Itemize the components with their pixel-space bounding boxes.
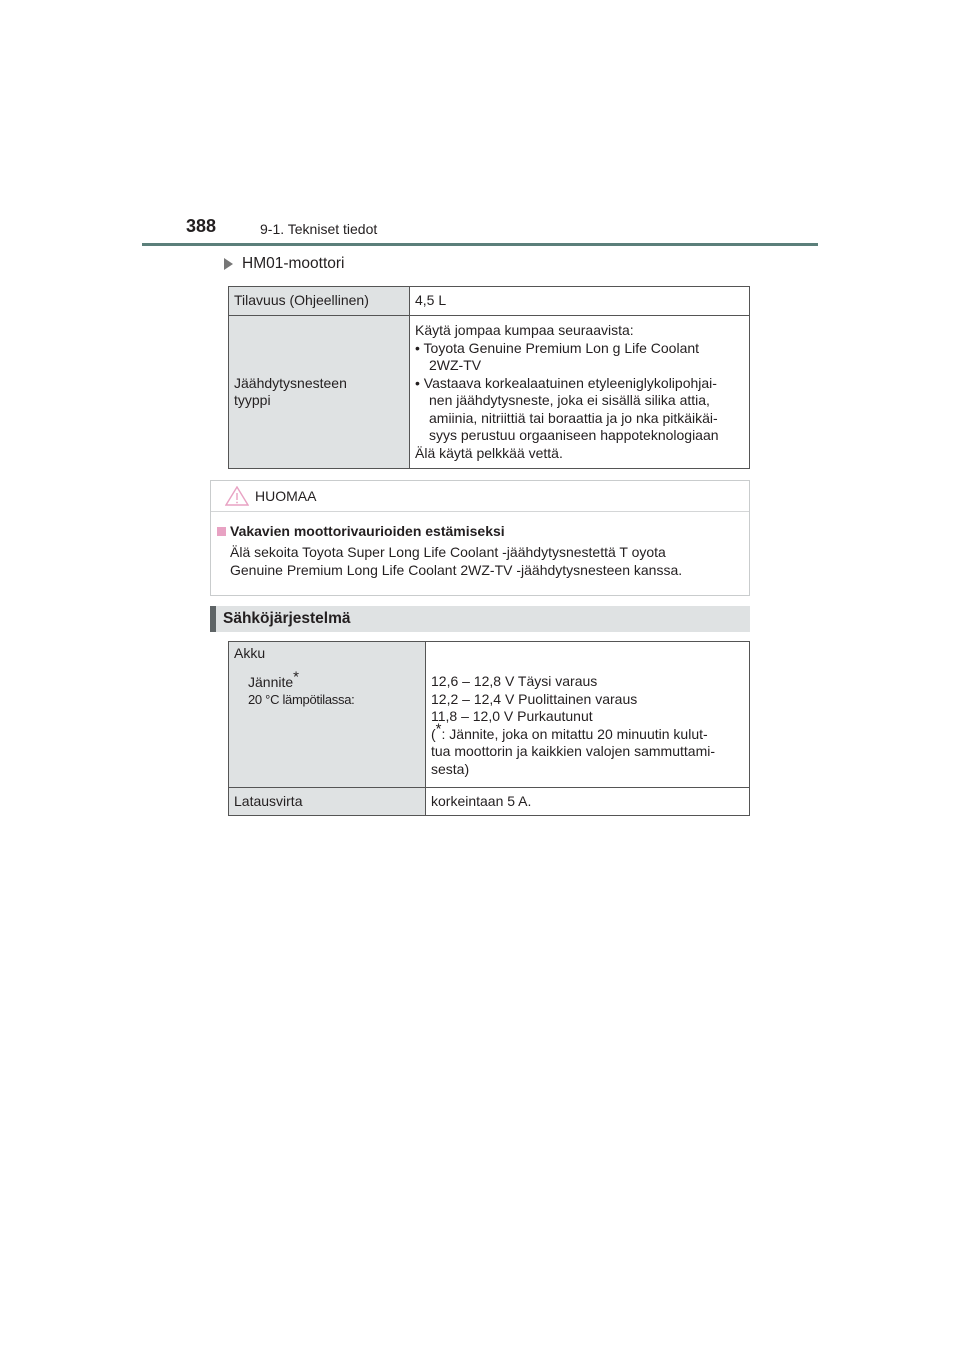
coolant-warning: Älä käytä pelkkää vettä. — [415, 444, 563, 461]
engine-heading — [224, 255, 345, 273]
coolant-type-value — [410, 316, 750, 469]
coolant-type-label — [229, 316, 410, 469]
table-row — [229, 642, 750, 788]
asterisk-mark: * — [435, 719, 442, 737]
warning-triangle-icon — [225, 486, 249, 506]
coolant-option-line: 2WZ-TV — [429, 357, 482, 373]
table-row — [229, 287, 750, 316]
notice-text-line: Älä sekoita Toyota Super Long Life Coolant -jäähdytysnestettä T oyota — [230, 544, 666, 560]
battery-label: Akku — [234, 645, 266, 661]
notice-body — [211, 512, 749, 579]
section-label: 9-1. Tekniset tiedot — [260, 221, 378, 237]
notice-text — [217, 543, 739, 579]
notice-title-text: Vakavien moottorivaurioiden estämiseksi — [230, 523, 505, 539]
voltage-footnote-line — [431, 719, 744, 744]
coolant-type-label-line: Jäähdytysnesteen — [234, 374, 347, 391]
coolant-option-line: • Toyota Genuine Premium Lon g Life Coolant — [415, 339, 700, 356]
voltage-footnote-line: sesta) — [431, 760, 470, 777]
coolant-spec-table — [228, 286, 750, 469]
table-row — [229, 316, 750, 469]
coolant-type-label-line: tyyppi — [234, 392, 271, 408]
voltage-empty: 11,8 – 12,0 V Purkautunut — [431, 708, 593, 724]
notice-text-line: Genuine Premium Long Life Coolant 2WZ-TV -jäähdytysnesteen kanssa. — [230, 562, 683, 578]
page-number: 388 — [186, 216, 217, 236]
square-bullet-icon — [217, 527, 226, 536]
coolant-option-line: amiinia, nitriittiä tai boraattia ja jo nka pitkäikäi- — [429, 409, 718, 426]
voltage-label — [234, 667, 420, 692]
coolant-option-line: • Vastaava korkealaatuinen etyleeniglykolipohjai- — [415, 374, 717, 391]
charge-current-label: Latausvirta — [229, 788, 426, 816]
battery-value-cell — [426, 642, 750, 788]
charge-current-value: korkeintaan 5 A. — [426, 788, 750, 816]
section-title: Sähköjärjestelmä — [223, 610, 351, 627]
capacity-value: 4,5 L — [410, 287, 750, 316]
notice-header — [211, 481, 749, 512]
header-rule — [142, 243, 818, 246]
footnote-text: : Jännite, joka on mitattu 20 minuutin kulut- — [441, 725, 708, 742]
asterisk-mark: * — [293, 667, 299, 685]
temperature-note: 20 °C lämpötilassa: — [248, 692, 355, 707]
coolant-option-line: nen jäähdytysneste, joka ei sisällä silika attia, — [429, 392, 710, 408]
battery-label-cell — [229, 642, 426, 788]
coolant-intro: Käytä jompaa kumpaa seuraavista: — [415, 322, 634, 338]
coolant-option-line: syys perustuu orgaaniseen happoteknologiaan — [429, 427, 719, 443]
notice-title — [217, 522, 739, 540]
voltage-full: 12,6 – 12,8 V Täysi varaus — [431, 673, 598, 689]
capacity-label: Tilavuus (Ohjeellinen) — [229, 287, 410, 316]
section-title-bar — [210, 606, 750, 632]
engine-heading-text: HM01-moottori — [242, 255, 345, 272]
table-row — [229, 788, 750, 816]
voltage-half: 12,2 – 12,4 V Puolittainen varaus — [431, 690, 638, 707]
voltage-footnote-line: tua moottorin ja kaikkien valojen sammuttami- — [431, 743, 716, 759]
voltage-label-text: Jännite — [248, 673, 294, 690]
footnote-open: ( — [431, 725, 436, 742]
triangle-bullet-icon — [224, 258, 233, 270]
electrical-spec-table — [228, 641, 750, 816]
notice-box — [210, 480, 750, 596]
notice-label: HUOMAA — [255, 488, 317, 504]
